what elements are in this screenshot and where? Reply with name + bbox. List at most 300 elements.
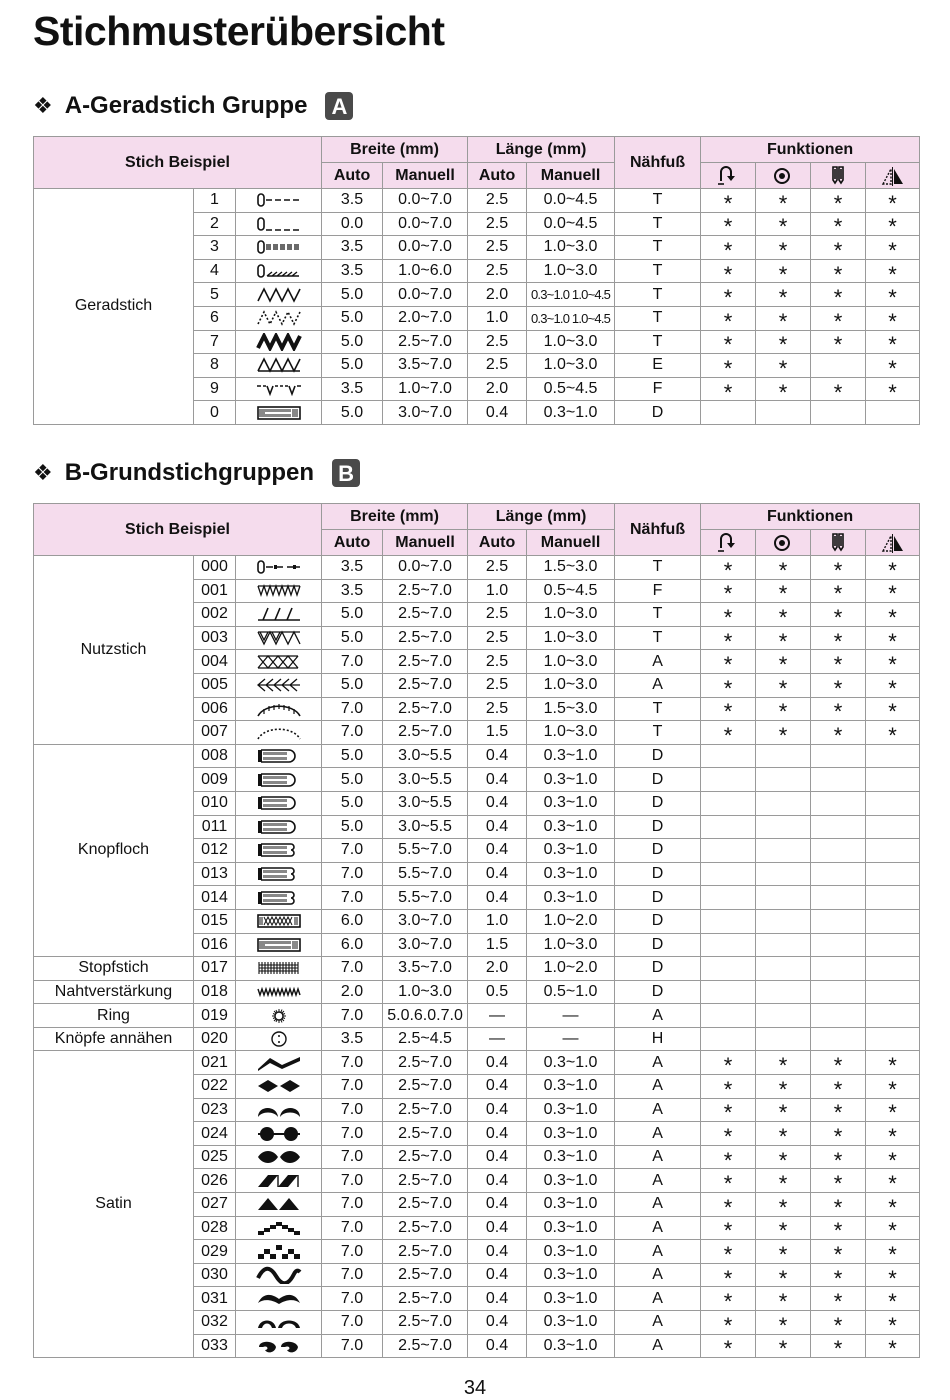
table-row xyxy=(34,1027,920,1051)
function-reverse-mark xyxy=(701,909,756,933)
length-manual: 0.3~1.0 xyxy=(527,1098,615,1122)
width-auto: 7.0 xyxy=(322,1098,383,1122)
width-manual: 2.5~7.0 xyxy=(383,697,468,721)
function-needle-position-mark: * xyxy=(756,1075,811,1099)
width-manual: 2.5~7.0 xyxy=(383,1287,468,1311)
function-mirror-mark xyxy=(866,744,920,768)
foot-header: Nähfuß xyxy=(615,137,701,189)
zigzag-stitch-icon xyxy=(255,286,303,304)
function-twin-needle-mark xyxy=(811,886,866,910)
satin-paisley-stitch-icon xyxy=(255,1337,303,1355)
presser-foot: T xyxy=(615,626,701,650)
satin-wedge-stitch-icon xyxy=(255,1054,303,1072)
function-reverse-mark: * xyxy=(701,1122,756,1146)
width-manual: 2.5~7.0 xyxy=(383,1193,468,1217)
function-twin-needle-mark: * xyxy=(811,377,866,401)
function-twin-needle-mark: * xyxy=(811,1122,866,1146)
function-twin-needle-mark: * xyxy=(811,306,866,330)
width-manual-header: Manuell xyxy=(383,163,468,189)
width-auto: 7.0 xyxy=(322,1287,383,1311)
arc-ticks-stitch-icon xyxy=(255,700,303,718)
stitch-pattern-cell xyxy=(236,1145,322,1169)
length-manual: 0.3~1.0 xyxy=(527,1169,615,1193)
width-auto: 5.0 xyxy=(322,603,383,627)
stitch-number: 018 xyxy=(194,980,236,1004)
function-reverse-mark xyxy=(701,886,756,910)
mirror-icon-header xyxy=(866,163,920,189)
reverse-icon xyxy=(716,532,740,554)
length-auto: 0.4 xyxy=(468,862,527,886)
stitch-example-header: Stich Beispiel xyxy=(34,137,322,189)
length-manual: 0.3~1.0 xyxy=(527,1311,615,1335)
function-mirror-mark: * xyxy=(866,1287,920,1311)
function-twin-needle-mark: * xyxy=(811,556,866,580)
page-title: Stichmusterübersicht xyxy=(33,8,445,54)
function-needle-position-mark: * xyxy=(756,1216,811,1240)
function-twin-needle-mark xyxy=(811,401,866,425)
presser-foot: T xyxy=(615,189,701,213)
stitch-pattern-cell xyxy=(236,721,322,745)
stitch-group-name: Knöpfe annähen xyxy=(34,1027,194,1051)
presser-foot: T xyxy=(615,283,701,307)
width-auto: 5.0 xyxy=(322,768,383,792)
function-twin-needle-mark xyxy=(811,957,866,981)
presser-foot: D xyxy=(615,957,701,981)
length-manual: 0.3~1.0 1.0~4.5 xyxy=(527,306,615,330)
needle-position-icon xyxy=(771,165,795,187)
header-row xyxy=(34,504,920,530)
length-manual: 0.3~1.0 1.0~4.5 xyxy=(527,283,615,307)
length-auto: 2.5 xyxy=(468,212,527,236)
length-manual: 1.5~3.0 xyxy=(527,697,615,721)
function-mirror-mark: * xyxy=(866,1334,920,1358)
width-auto: 7.0 xyxy=(322,1216,383,1240)
function-needle-position-mark: * xyxy=(756,377,811,401)
length-auto: 2.0 xyxy=(468,283,527,307)
function-twin-needle-mark: * xyxy=(811,650,866,674)
length-auto: 0.4 xyxy=(468,1169,527,1193)
function-mirror-mark xyxy=(866,839,920,863)
length-auto: 0.4 xyxy=(468,886,527,910)
stitch-number: 010 xyxy=(194,791,236,815)
width-manual: 5.5~7.0 xyxy=(383,886,468,910)
width-manual: 2.5~7.0 xyxy=(383,650,468,674)
length-auto: 2.5 xyxy=(468,626,527,650)
length-manual: 1.0~2.0 xyxy=(527,957,615,981)
presser-foot: T xyxy=(615,212,701,236)
length-manual: 0.3~1.0 xyxy=(527,1122,615,1146)
table-row xyxy=(34,744,920,768)
length-manual: 0.3~1.0 xyxy=(527,815,615,839)
function-needle-position-mark xyxy=(756,957,811,981)
width-auto: 5.0 xyxy=(322,354,383,378)
buttonhole-keyhole-stitch-icon xyxy=(255,865,303,883)
width-auto: 3.5 xyxy=(322,377,383,401)
length-manual: 0.3~1.0 xyxy=(527,886,615,910)
stitch-number: 022 xyxy=(194,1075,236,1099)
function-twin-needle-mark: * xyxy=(811,212,866,236)
function-reverse-mark: * xyxy=(701,1193,756,1217)
function-reverse-mark xyxy=(701,1004,756,1028)
presser-foot: A xyxy=(615,1193,701,1217)
length-auto: 0.4 xyxy=(468,768,527,792)
stitch-pattern-cell xyxy=(236,1263,322,1287)
stitch-number: 032 xyxy=(194,1311,236,1335)
stitch-table-a xyxy=(33,136,920,425)
function-reverse-mark: * xyxy=(701,650,756,674)
function-needle-position-mark xyxy=(756,1004,811,1028)
stitch-pattern-cell xyxy=(236,1287,322,1311)
straight-center-stitch-icon xyxy=(255,215,303,233)
length-manual: 0.3~1.0 xyxy=(527,768,615,792)
eyelet-stitch-icon xyxy=(255,1007,303,1025)
presser-foot: D xyxy=(615,933,701,957)
function-needle-position-mark: * xyxy=(756,650,811,674)
length-auto-header: Auto xyxy=(468,530,527,556)
function-needle-position-mark: * xyxy=(756,212,811,236)
function-twin-needle-mark xyxy=(811,815,866,839)
function-mirror-mark xyxy=(866,886,920,910)
function-reverse-mark: * xyxy=(701,1216,756,1240)
stitch-pattern-cell xyxy=(236,1075,322,1099)
function-reverse-mark xyxy=(701,768,756,792)
function-needle-position-mark: * xyxy=(756,1263,811,1287)
presser-foot: A xyxy=(615,1098,701,1122)
function-reverse-mark: * xyxy=(701,1311,756,1335)
width-auto: 7.0 xyxy=(322,862,383,886)
width-auto: 7.0 xyxy=(322,1075,383,1099)
length-auto: 0.4 xyxy=(468,839,527,863)
function-mirror-mark: * xyxy=(866,626,920,650)
function-reverse-mark xyxy=(701,980,756,1004)
stitch-pattern-cell xyxy=(236,957,322,981)
function-reverse-mark: * xyxy=(701,259,756,283)
length-manual: 0.5~4.5 xyxy=(527,377,615,401)
width-manual: 0.0~7.0 xyxy=(383,236,468,260)
length-manual: 1.0~3.0 xyxy=(527,603,615,627)
stitch-number: 006 xyxy=(194,697,236,721)
function-twin-needle-mark xyxy=(811,354,866,378)
width-header: Breite (mm) xyxy=(322,504,468,530)
width-auto: 7.0 xyxy=(322,1311,383,1335)
width-manual: 2.5~7.0 xyxy=(383,579,468,603)
buttonhole-keyhole-stitch-icon xyxy=(255,889,303,907)
presser-foot: A xyxy=(615,1216,701,1240)
function-reverse-mark: * xyxy=(701,1145,756,1169)
presser-foot: A xyxy=(615,1075,701,1099)
length-auto: 2.0 xyxy=(468,957,527,981)
presser-foot: T xyxy=(615,556,701,580)
presser-foot: D xyxy=(615,401,701,425)
function-needle-position-mark xyxy=(756,862,811,886)
satin-wave-stitch-icon xyxy=(255,1266,303,1284)
function-needle-position-mark: * xyxy=(756,697,811,721)
function-needle-position-mark xyxy=(756,768,811,792)
triple-straight-stitch-icon xyxy=(255,238,303,256)
length-auto: 1.5 xyxy=(468,933,527,957)
presser-foot: D xyxy=(615,815,701,839)
stitch-pattern-cell xyxy=(236,603,322,627)
function-twin-needle-mark: * xyxy=(811,603,866,627)
stitch-pattern-cell xyxy=(236,556,322,580)
stitch-number: 028 xyxy=(194,1216,236,1240)
function-reverse-mark xyxy=(701,1027,756,1051)
tack-straight-stitch-icon xyxy=(255,558,303,576)
twin-needle-icon-header xyxy=(811,530,866,556)
function-twin-needle-mark xyxy=(811,839,866,863)
length-manual: 0.3~1.0 xyxy=(527,1145,615,1169)
presser-foot: D xyxy=(615,839,701,863)
presser-foot: T xyxy=(615,306,701,330)
function-mirror-mark: * xyxy=(866,1051,920,1075)
width-manual: 2.5~4.5 xyxy=(383,1027,468,1051)
function-reverse-mark: * xyxy=(701,354,756,378)
functions-header: Funktionen xyxy=(701,504,920,530)
function-mirror-mark: * xyxy=(866,377,920,401)
width-manual: 3.0~7.0 xyxy=(383,933,468,957)
zigzag-dotted-stitch-icon xyxy=(255,309,303,327)
function-reverse-mark: * xyxy=(701,1075,756,1099)
length-manual: — xyxy=(527,1027,615,1051)
width-auto: 0.0 xyxy=(322,212,383,236)
stitch-pattern-cell xyxy=(236,1122,322,1146)
function-twin-needle-mark xyxy=(811,768,866,792)
length-auto: 2.5 xyxy=(468,259,527,283)
satin-dots-stitch-icon xyxy=(255,1125,303,1143)
length-manual: — xyxy=(527,1004,615,1028)
stitch-table-b xyxy=(33,503,920,1358)
function-twin-needle-mark: * xyxy=(811,1075,866,1099)
length-auto: 2.5 xyxy=(468,650,527,674)
stitch-number: 9 xyxy=(194,377,236,401)
stitch-pattern-cell xyxy=(236,768,322,792)
stitch-group-name: Geradstich xyxy=(34,189,194,425)
function-twin-needle-mark: * xyxy=(811,1334,866,1358)
width-manual: 0.0~7.0 xyxy=(383,283,468,307)
stitch-number: 023 xyxy=(194,1098,236,1122)
function-mirror-mark: * xyxy=(866,1193,920,1217)
width-manual: 2.5~7.0 xyxy=(383,1334,468,1358)
buttonhole-round-stitch-icon xyxy=(255,794,303,812)
function-twin-needle-mark xyxy=(811,980,866,1004)
width-auto: 7.0 xyxy=(322,721,383,745)
length-auto: 0.4 xyxy=(468,1263,527,1287)
blind-hem-stitch-icon xyxy=(255,380,303,398)
width-manual: 5.5~7.0 xyxy=(383,862,468,886)
stitch-number: 3 xyxy=(194,236,236,260)
function-needle-position-mark: * xyxy=(756,1169,811,1193)
width-manual: 2.5~7.0 xyxy=(383,721,468,745)
stitch-number: 029 xyxy=(194,1240,236,1264)
length-auto: 0.5 xyxy=(468,980,527,1004)
needle-position-icon xyxy=(771,532,795,554)
length-auto: 2.5 xyxy=(468,330,527,354)
stitch-pattern-cell xyxy=(236,354,322,378)
stitch-number: 014 xyxy=(194,886,236,910)
buttonhole-stitch-icon xyxy=(255,936,303,954)
function-reverse-mark: * xyxy=(701,579,756,603)
function-twin-needle-mark xyxy=(811,744,866,768)
stitch-number: 016 xyxy=(194,933,236,957)
stitch-pattern-cell xyxy=(236,306,322,330)
stitch-pattern-cell xyxy=(236,673,322,697)
presser-foot: T xyxy=(615,603,701,627)
stitch-number: 002 xyxy=(194,603,236,627)
length-auto: 1.5 xyxy=(468,721,527,745)
function-reverse-mark: * xyxy=(701,330,756,354)
function-twin-needle-mark: * xyxy=(811,1216,866,1240)
twin-needle-icon xyxy=(826,165,850,187)
width-manual: 1.0~6.0 xyxy=(383,259,468,283)
stitch-pattern-cell xyxy=(236,1240,322,1264)
presser-foot: A xyxy=(615,1122,701,1146)
presser-foot: A xyxy=(615,1169,701,1193)
function-needle-position-mark xyxy=(756,980,811,1004)
width-manual: 2.5~7.0 xyxy=(383,1145,468,1169)
width-auto: 2.0 xyxy=(322,980,383,1004)
stitch-pattern-cell xyxy=(236,212,322,236)
function-mirror-mark: * xyxy=(866,1169,920,1193)
function-reverse-mark: * xyxy=(701,626,756,650)
width-manual-header: Manuell xyxy=(383,530,468,556)
length-manual: 1.0~3.0 xyxy=(527,259,615,283)
function-twin-needle-mark: * xyxy=(811,330,866,354)
function-twin-needle-mark: * xyxy=(811,1287,866,1311)
length-manual: 1.0~3.0 xyxy=(527,236,615,260)
buttonhole-keyhole-stitch-icon xyxy=(255,841,303,859)
length-manual: 1.0~3.0 xyxy=(527,626,615,650)
function-twin-needle-mark: * xyxy=(811,1169,866,1193)
width-auto: 5.0 xyxy=(322,791,383,815)
function-needle-position-mark: * xyxy=(756,1240,811,1264)
function-needle-position-mark: * xyxy=(756,189,811,213)
length-auto-header: Auto xyxy=(468,163,527,189)
length-auto: 2.0 xyxy=(468,377,527,401)
function-mirror-mark: * xyxy=(866,354,920,378)
twin-needle-icon-header xyxy=(811,163,866,189)
function-mirror-mark: * xyxy=(866,1263,920,1287)
function-reverse-mark xyxy=(701,957,756,981)
width-manual: 2.5~7.0 xyxy=(383,673,468,697)
length-auto: 1.0 xyxy=(468,909,527,933)
width-manual: 2.5~7.0 xyxy=(383,330,468,354)
section-heading-a xyxy=(33,92,353,120)
stitch-number: 6 xyxy=(194,306,236,330)
function-needle-position-mark: * xyxy=(756,354,811,378)
function-needle-position-mark: * xyxy=(756,236,811,260)
function-twin-needle-mark: * xyxy=(811,259,866,283)
length-manual: 1.0~2.0 xyxy=(527,909,615,933)
width-manual: 3.5~7.0 xyxy=(383,354,468,378)
function-twin-needle-mark xyxy=(811,1027,866,1051)
stitch-number: 4 xyxy=(194,259,236,283)
straight-left-stitch-icon xyxy=(255,191,303,209)
function-needle-position-mark xyxy=(756,401,811,425)
function-reverse-mark: * xyxy=(701,603,756,627)
function-mirror-mark: * xyxy=(866,1216,920,1240)
presser-foot: T xyxy=(615,721,701,745)
buttonhole-round-stitch-icon xyxy=(255,747,303,765)
length-auto: 0.4 xyxy=(468,1098,527,1122)
stitch-pattern-cell xyxy=(236,236,322,260)
presser-foot: D xyxy=(615,909,701,933)
stitch-pattern-cell xyxy=(236,839,322,863)
length-manual: 0.3~1.0 xyxy=(527,1263,615,1287)
length-auto: 0.4 xyxy=(468,1216,527,1240)
functions-header: Funktionen xyxy=(701,137,920,163)
stitch-group-name: Ring xyxy=(34,1004,194,1028)
width-manual: 3.0~5.5 xyxy=(383,768,468,792)
function-needle-position-mark: * xyxy=(756,626,811,650)
function-mirror-mark xyxy=(866,815,920,839)
stitch-number: 021 xyxy=(194,1051,236,1075)
presser-foot: D xyxy=(615,886,701,910)
function-twin-needle-mark: * xyxy=(811,1193,866,1217)
stitch-number: 007 xyxy=(194,721,236,745)
length-auto: 0.4 xyxy=(468,1145,527,1169)
buttonhole-stitch-icon xyxy=(255,404,303,422)
stitch-number: 003 xyxy=(194,626,236,650)
function-twin-needle-mark: * xyxy=(811,1145,866,1169)
width-auto: 5.0 xyxy=(322,283,383,307)
width-manual: 3.0~5.5 xyxy=(383,791,468,815)
cross-stitch-icon xyxy=(255,653,303,671)
stitch-group-name: Knopfloch xyxy=(34,744,194,956)
width-auto: 5.0 xyxy=(322,626,383,650)
length-manual: 1.0~3.0 xyxy=(527,330,615,354)
function-needle-position-mark: * xyxy=(756,1193,811,1217)
width-auto: 3.5 xyxy=(322,1027,383,1051)
length-auto: — xyxy=(468,1027,527,1051)
length-auto: 0.4 xyxy=(468,1334,527,1358)
function-mirror-mark: * xyxy=(866,306,920,330)
stitch-pattern-cell xyxy=(236,909,322,933)
width-manual: 2.5~7.0 xyxy=(383,626,468,650)
function-needle-position-mark: * xyxy=(756,579,811,603)
width-auto: 5.0 xyxy=(322,401,383,425)
presser-foot: D xyxy=(615,980,701,1004)
function-reverse-mark: * xyxy=(701,697,756,721)
function-needle-position-mark: * xyxy=(756,1122,811,1146)
stitch-number: 024 xyxy=(194,1122,236,1146)
function-twin-needle-mark: * xyxy=(811,579,866,603)
width-manual: 3.0~5.5 xyxy=(383,744,468,768)
function-twin-needle-mark: * xyxy=(811,1311,866,1335)
stitch-number: 019 xyxy=(194,1004,236,1028)
function-reverse-mark: * xyxy=(701,1051,756,1075)
section-title: A-Geradstich Gruppe xyxy=(64,92,308,119)
function-reverse-mark: * xyxy=(701,189,756,213)
stitch-number: 2 xyxy=(194,212,236,236)
section-badge: A xyxy=(325,92,353,120)
function-mirror-mark: * xyxy=(866,579,920,603)
length-manual: 0.3~1.0 xyxy=(527,1075,615,1099)
function-mirror-mark: * xyxy=(866,721,920,745)
length-auto: 0.4 xyxy=(468,1122,527,1146)
width-auto: 7.0 xyxy=(322,957,383,981)
stitch-pattern-cell xyxy=(236,862,322,886)
function-reverse-mark: * xyxy=(701,377,756,401)
function-needle-position-mark xyxy=(756,839,811,863)
stitch-number: 008 xyxy=(194,744,236,768)
stitch-number: 004 xyxy=(194,650,236,674)
function-mirror-mark xyxy=(866,1004,920,1028)
width-header: Breite (mm) xyxy=(322,137,468,163)
mirror-icon-header xyxy=(866,530,920,556)
function-reverse-mark: * xyxy=(701,1334,756,1358)
table-row xyxy=(34,980,920,1004)
stitch-number: 7 xyxy=(194,330,236,354)
